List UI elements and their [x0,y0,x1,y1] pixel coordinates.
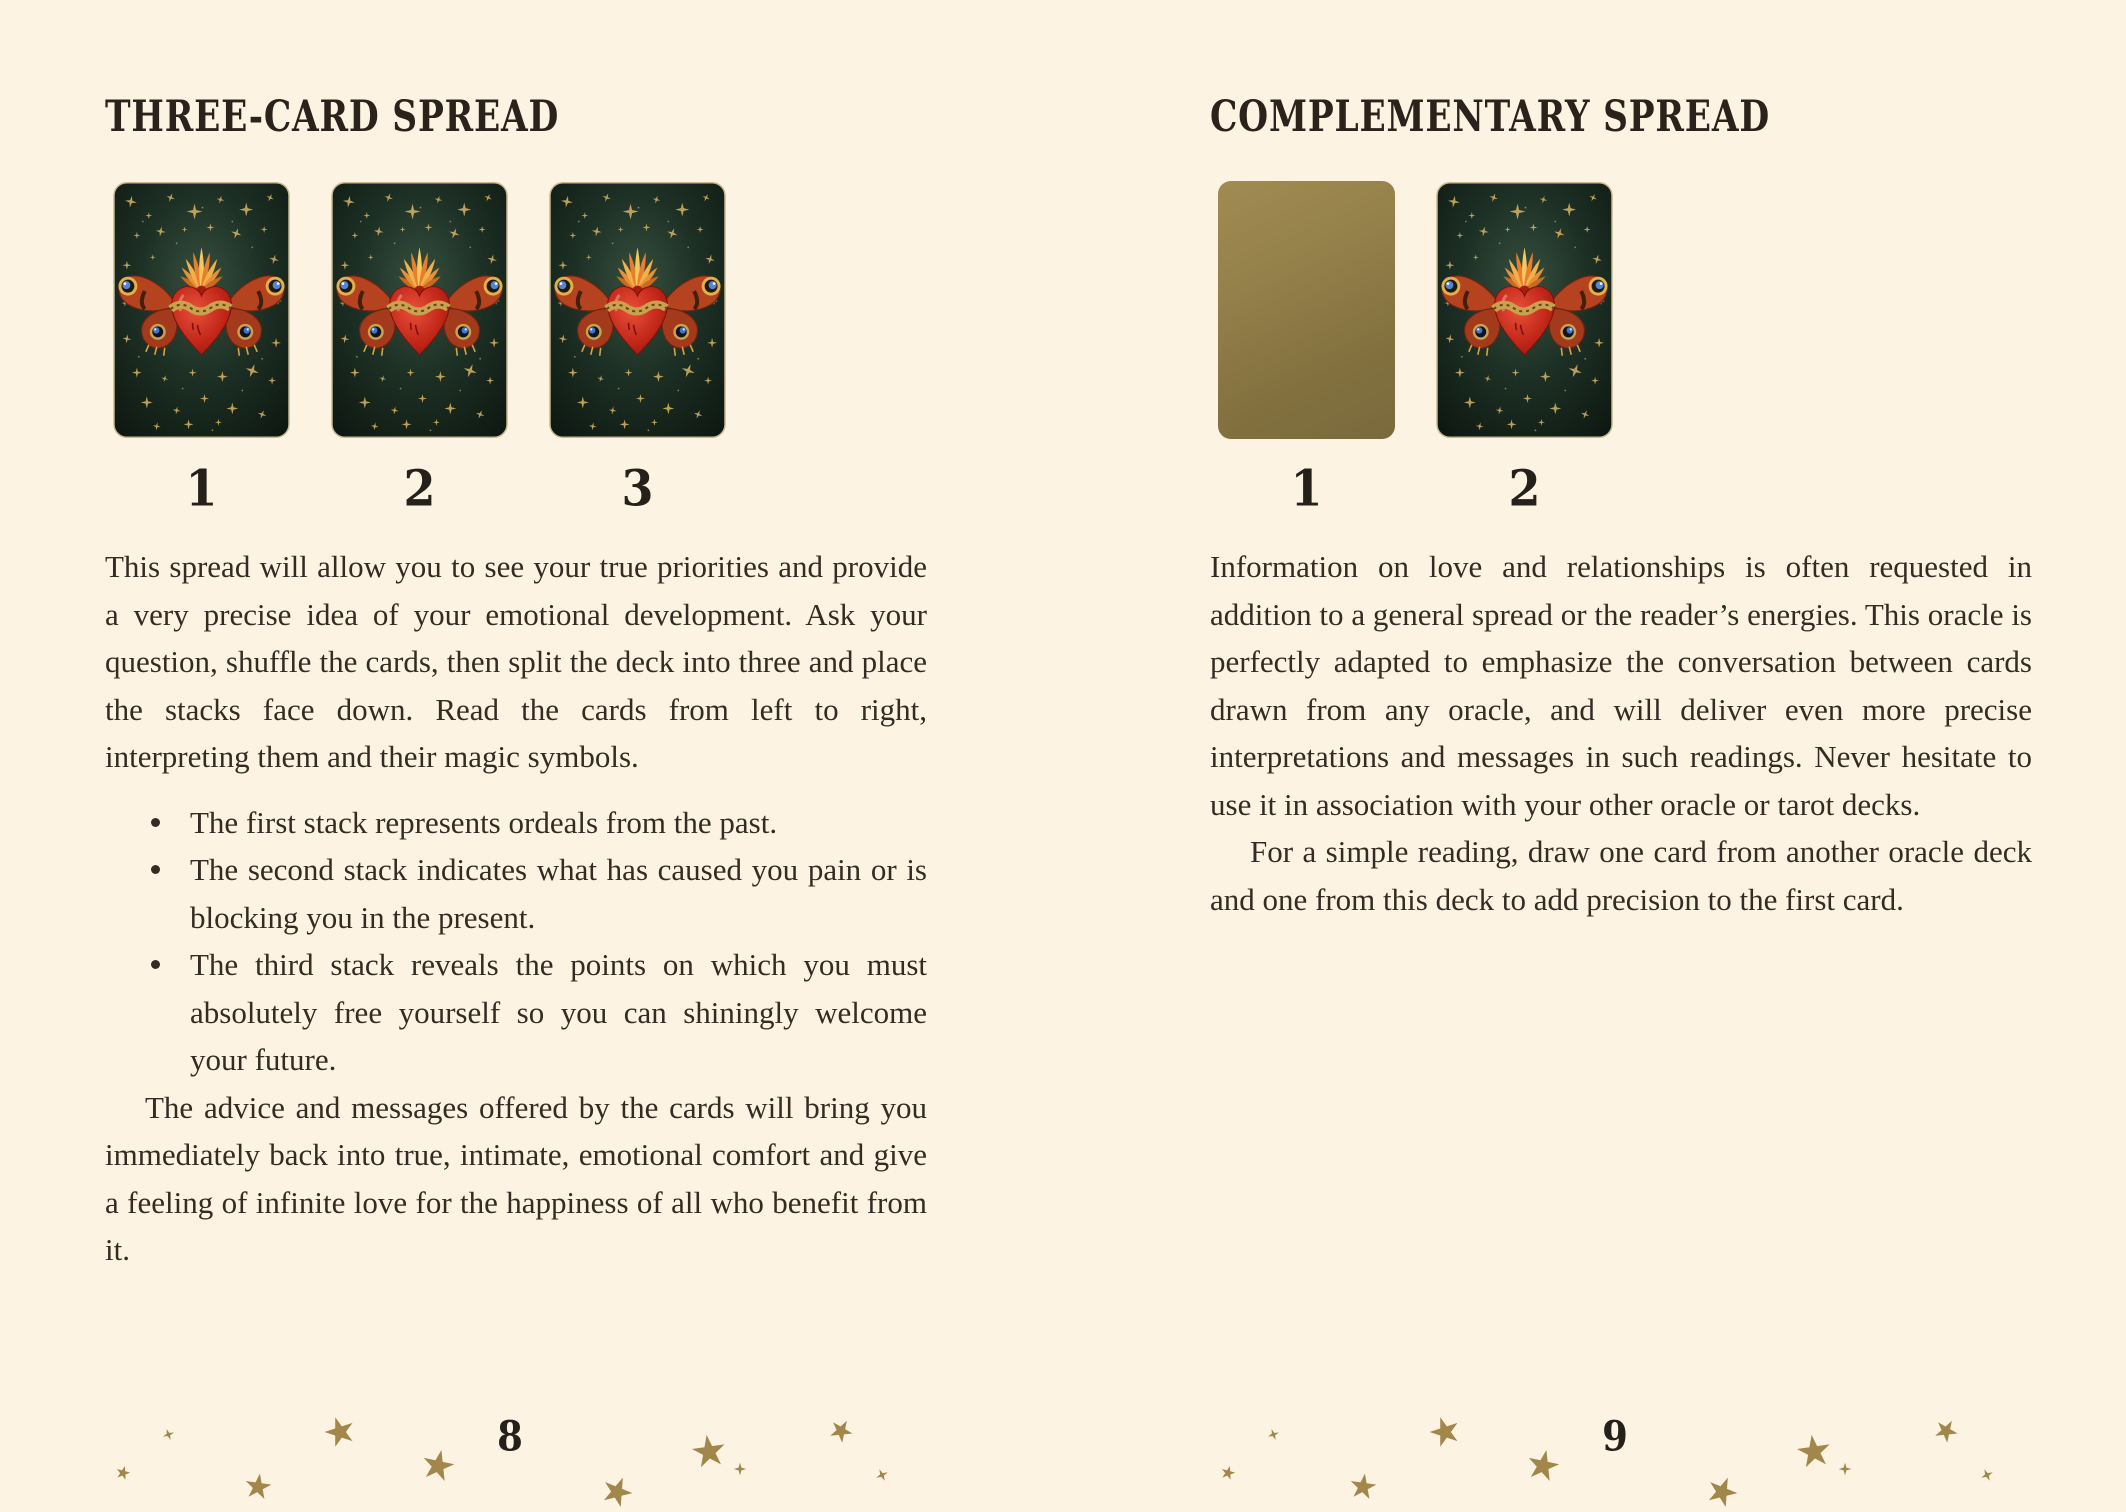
paragraph: For a simple reading, draw one card from another oracle deck and one from this deck to add precision to the first card. [1210,834,2032,917]
card-number: 2 [403,458,436,518]
bullet-list [105,799,927,1084]
heart-moth-card-image [331,181,508,439]
page-title: COMPLEMENTARY SPREAD [1210,92,1770,142]
star-icon [162,1428,175,1441]
star-icon [690,1433,728,1471]
gold-blank-card-image [1218,181,1395,439]
star-icon [1933,1418,1959,1444]
body-text [1210,543,2032,923]
star-icon [1348,1472,1378,1502]
bullet-text: The first stack represents ordeals from the past. [190,804,778,840]
card-number-row [113,458,930,518]
bullet-item [105,799,927,847]
bullet-item [105,846,927,941]
heart-moth-card-image [113,181,290,439]
bullet-dot-icon [151,818,160,827]
bullet-text: The third stack reveals the points on which you must absolutely free yourself so you can shiningly welcome your future. [190,947,927,1077]
page-number: 9 [1602,1411,1628,1461]
bullet-dot-icon [151,865,160,874]
card-number: 2 [1508,458,1541,518]
bullet-dot-icon [151,960,160,969]
star-icon [243,1472,273,1502]
star-icon [420,1448,456,1484]
star-icon [1428,1415,1462,1449]
star-icon [600,1475,634,1509]
star-icon [323,1415,357,1449]
card-row [1218,181,2035,439]
star-icon [733,1462,747,1476]
star-icon [115,1465,131,1481]
star-icon [1838,1462,1852,1476]
bullet-text: The second stack indicates what has caused you pain or is blocking you in the present. [190,852,927,935]
star-icon [828,1418,854,1444]
star-icon [1267,1428,1280,1441]
page-number: 8 [497,1411,523,1461]
card-number-row [1218,458,2035,518]
star-icon [1525,1448,1561,1484]
star-icon [1220,1465,1236,1481]
paragraph: The advice and messages offered by the cards will bring you immediately back into true, intimate, emotional comfort and give a feeling of infinite love for the happiness of all who benefit from it. [105,1089,927,1267]
bullet-item [105,941,927,1084]
card-row [113,181,930,439]
star-icon [1705,1475,1739,1509]
card-number: 1 [185,458,218,518]
star-icon [1980,1468,1994,1482]
star-icon [875,1468,889,1482]
heart-moth-card-image [1436,181,1613,439]
heart-moth-card-image [549,181,726,439]
right-page [1210,92,2035,1461]
page-title: THREE-CARD SPREAD [105,92,560,142]
left-page [105,92,930,1461]
card-number: 3 [621,458,654,518]
body-text [105,543,927,1274]
paragraph: Information on love and relationships is often requested in addition to a general spread or the reader’s energies. This oracle is perfectly adapted to emphasize the conversation between cards drawn from any oracle, and will deliver even more precise interpretations and messages in such readings. Never hesitate to use it in association with your other oracle or tarot decks. [1210,549,2032,822]
star-icon [1795,1433,1833,1471]
paragraph: This spread will allow you to see your true priorities and provide a very precise idea of your emotional development. Ask your question, shuffle the cards, then split the deck into three and place the stacks face down. Read the cards from left to right, interpreting them and their magic symbols. [105,549,927,774]
card-number: 1 [1290,458,1323,518]
